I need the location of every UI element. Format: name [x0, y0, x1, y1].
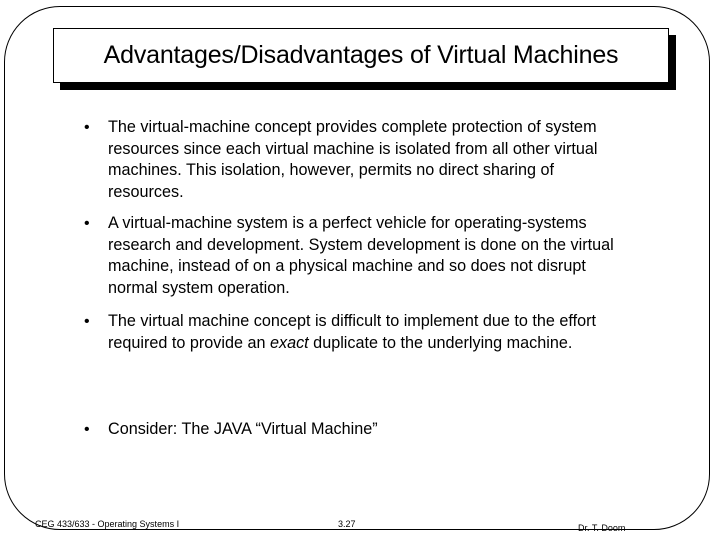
bullet-icon: •: [84, 215, 90, 232]
footer-author: Dr. T. Doom: [578, 523, 626, 533]
title-box: [53, 28, 669, 83]
bullet-icon: •: [84, 119, 90, 136]
bullet-text: A virtual-machine system is a perfect vehicle for operating-systems research and development. System development is done on the virtual machine, instead of on a physical machine and so does not disrupt normal system operation.: [108, 214, 614, 297]
footer-page-number: 3.27: [338, 519, 356, 529]
bullet-text: Consider: The JAVA “Virtual Machine”: [108, 420, 378, 438]
bullet-text: The virtual-machine concept provides complete protection of system resources since each virtual machine is isolated from all other virtual machines. This isolation, however, permits no direct sharing of resources.: [108, 118, 598, 201]
footer-course: CEG 433/633 - Operating Systems I: [35, 519, 180, 529]
bullet-icon: •: [84, 421, 90, 438]
bullet-text: The virtual machine concept is difficult to implement due to the effort required to provide an exact duplicate to the underlying machine.: [108, 312, 596, 352]
slide-title: Advantages/Disadvantages of Virtual Machines: [103, 41, 619, 69]
bullet-icon: •: [84, 313, 90, 330]
